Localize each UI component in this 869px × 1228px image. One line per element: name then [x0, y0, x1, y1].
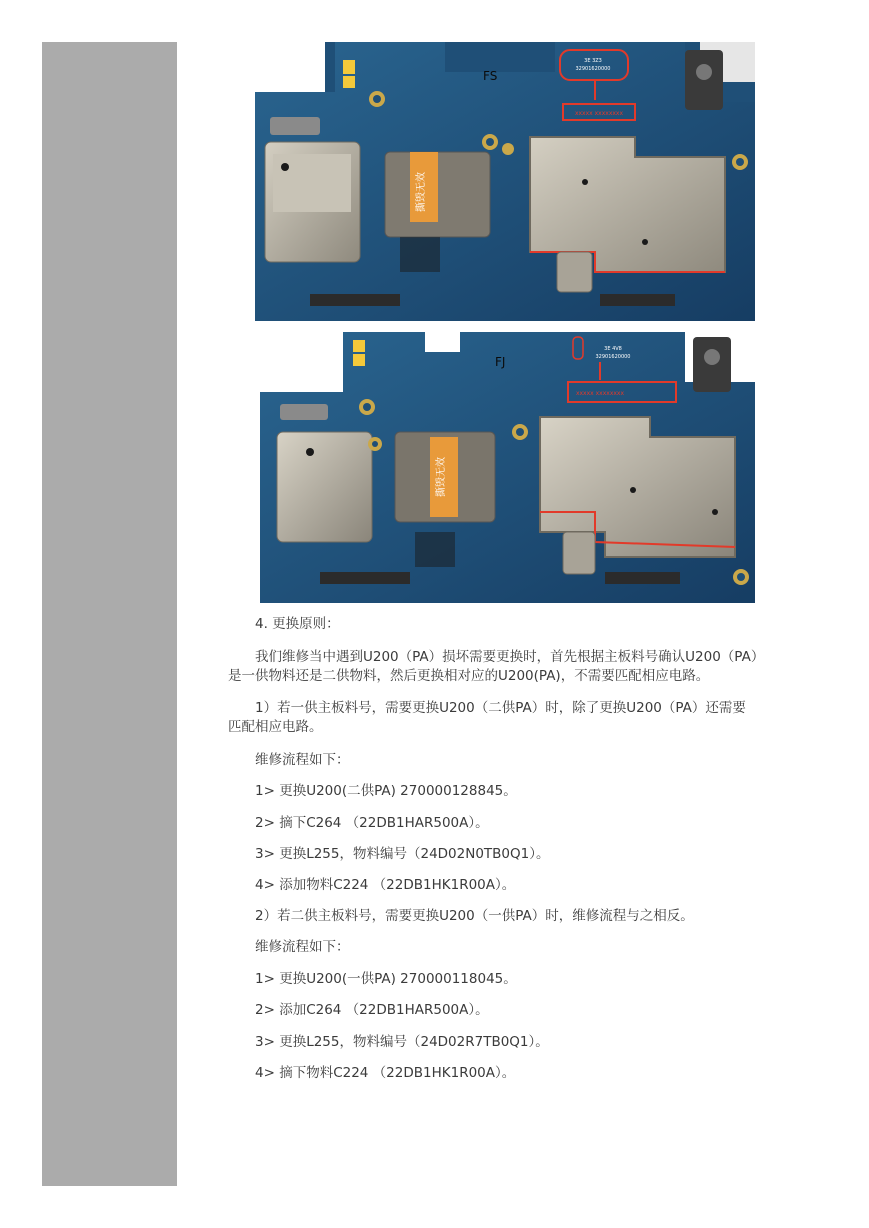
- flow-2-step: 2> 添加C264 （22DB1HAR500A）。: [255, 1002, 489, 1018]
- sticker-label: 撕毁无效: [436, 457, 447, 497]
- barcode-line-1: 3E 4V8: [604, 346, 622, 352]
- left-margin-bar: [42, 42, 177, 1186]
- board-photo-fj: [255, 332, 755, 603]
- flow-2-title: 维修流程如下：: [255, 939, 350, 955]
- barcode-line-2: 32901620000: [595, 354, 631, 360]
- board-label: FJ: [495, 355, 506, 369]
- flow-2-step: 3> 更换L255，物料编号（24D02R7TB0Q1）。: [255, 1034, 549, 1050]
- flow-2-step: 1> 更换U200(一供PA) 270000118045。: [255, 971, 517, 987]
- case-1-line-2: 匹配相应电路。: [228, 719, 323, 735]
- barcode-line-2: 32901620000: [575, 66, 611, 72]
- flow-1-step: 1> 更换U200(二供PA) 270000128845。: [255, 783, 517, 799]
- board-label: FS: [483, 69, 498, 83]
- case-2-line: 2）若二供主板料号，需要更换U200（一供PA）时，维修流程与之相反。: [255, 908, 694, 924]
- flow-2-step: 4> 摘下物料C224 （22DB1HK1R00A）。: [255, 1065, 516, 1081]
- intro-line-2: 是一供物料还是二供物料，然后更换相对应的U200(PA)，不需要匹配相应电路。: [228, 668, 710, 684]
- flow-1-title: 维修流程如下：: [255, 752, 350, 768]
- section-heading: 4. 更换原则：: [255, 616, 340, 632]
- board-photo-fs: [255, 42, 755, 321]
- marked-text: xxxxx xxxxxxxx: [574, 110, 624, 117]
- flow-1-step: 4> 添加物料C224 （22DB1HK1R00A）。: [255, 877, 516, 893]
- flow-1-step: 2> 摘下C264 （22DB1HAR500A）。: [255, 815, 489, 831]
- flow-1-step: 3> 更换L255，物料编号（24D02N0TB0Q1）。: [255, 846, 550, 862]
- case-1-line-1: 1）若一供主板料号，需要更换U200（二供PA）时，除了更换U200（PA）还需要: [255, 700, 746, 716]
- intro-line-1: 我们维修当中遇到U200（PA）损坏需要更换时，首先根据主板料号确认U200（PA）: [255, 649, 765, 665]
- sticker-label: 撕毁无效: [416, 172, 427, 212]
- barcode-line-1: 3E 3Z3: [584, 58, 602, 64]
- pcb-illustration: [255, 332, 755, 603]
- marked-text: xxxxx xxxxxxxx: [575, 390, 625, 397]
- pcb-illustration: [255, 42, 755, 321]
